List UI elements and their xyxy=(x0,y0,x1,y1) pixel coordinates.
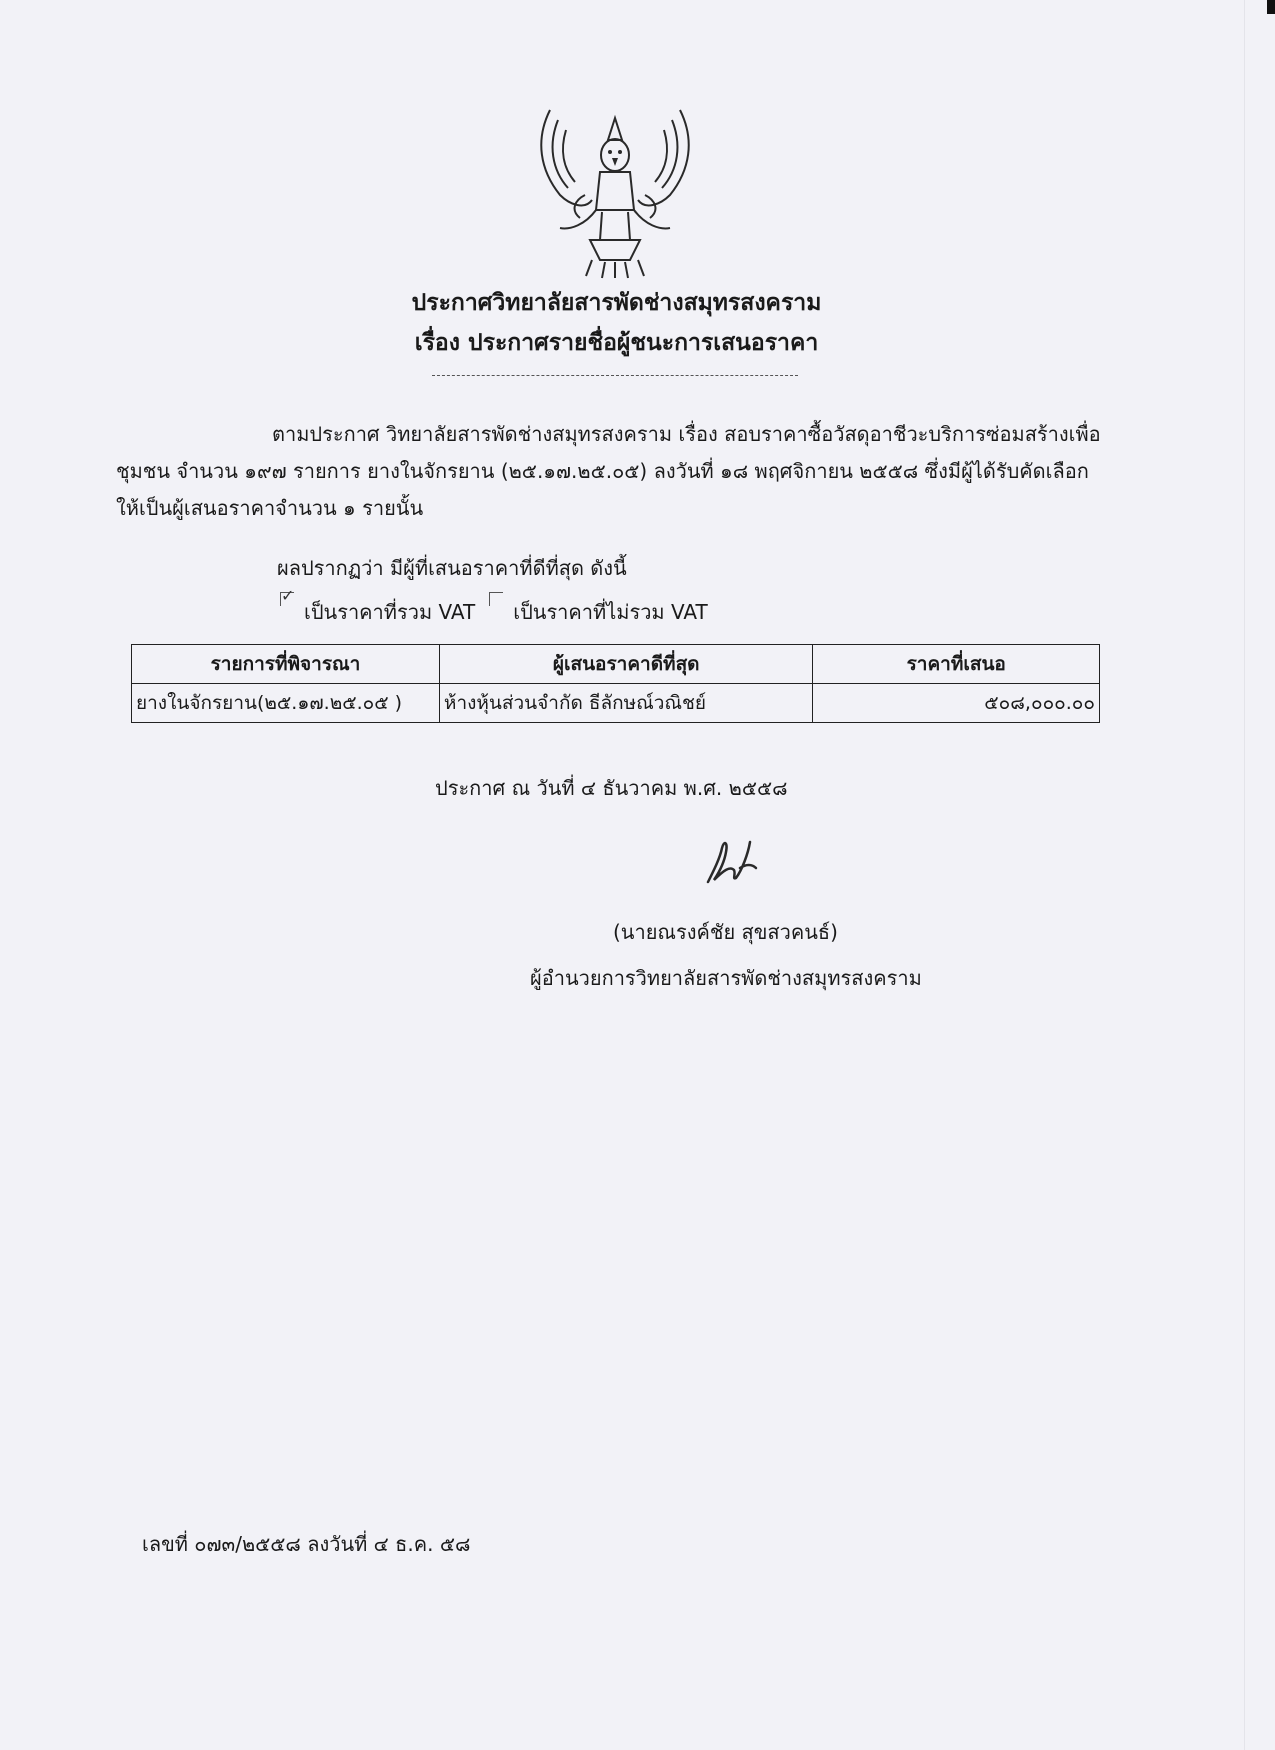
garuda-emblem-icon xyxy=(530,100,700,280)
cell-item: ยางในจักรยาน(๒๕.๑๗.๒๕.๐๕ ) xyxy=(132,684,440,723)
body-text-line-3: ให้เป็นผู้เสนอราคาจำนวน ๑ รายนั้น xyxy=(116,496,424,520)
body-text-line-2: ชุมชน จำนวน ๑๙๗ รายการ ยางในจักรยาน (๒๕.๑๗.๒๕.๐๕) ลงวันที่ ๑๘ พฤศจิกายน ๒๕๕๘ ซึ่งมีผู้ได้รับคัดเลือก xyxy=(116,459,1089,483)
table-header-row xyxy=(132,645,1100,684)
document-number: เลขที่ ๐๗๓/๒๕๕๘ ลงวันที่ ๔ ธ.ค. ๕๘ xyxy=(142,1532,471,1556)
signature-image xyxy=(700,830,770,890)
column-header-bidder: ผู้เสนอราคาดีที่สุด xyxy=(439,645,813,684)
vat-options xyxy=(280,586,722,628)
table-row xyxy=(132,684,1100,723)
vat-included-checkbox[interactable] xyxy=(280,586,295,606)
column-header-price: ราคาที่เสนอ xyxy=(813,645,1100,684)
column-header-item: รายการที่พิจารณา xyxy=(132,645,440,684)
signer-position: ผู้อำนวยการวิทยาลัยสารพัดช่างสมุทรสงคราม xyxy=(530,966,922,990)
result-statement: ผลปรากฏว่า มีผู้ที่เสนอราคาที่ดีที่สุด ดังนี้ xyxy=(277,556,627,580)
body-text-line-1: ตามประกาศ วิทยาลัยสารพัดช่างสมุทรสงคราม เรื่อง สอบราคาซื้อวัสดุอาชีวะบริการซ่อมสร้างเพื่อ xyxy=(272,422,1101,446)
vat-excluded-checkbox[interactable] xyxy=(489,592,503,606)
announcement-date: ประกาศ ณ วันที่ ๔ ธันวาคม พ.ศ. ๒๕๕๘ xyxy=(435,776,788,800)
cell-price: ๕๐๘,๐๐๐.๐๐ xyxy=(813,684,1100,723)
checkmark-icon: ✓ xyxy=(281,586,295,605)
vat-included-label: เป็นราคาที่รวม VAT xyxy=(304,600,476,624)
title-divider xyxy=(432,375,798,376)
scan-edge-mark xyxy=(1267,0,1275,14)
winning-bid-table xyxy=(131,644,1100,723)
signer-name: (นายณรงค์ชัย สุขสวคนธ์) xyxy=(613,920,838,944)
vat-excluded-label: เป็นราคาที่ไม่รวม VAT xyxy=(513,600,708,624)
announcement-subject: เรื่อง ประกาศรายชื่อผู้ชนะการเสนอราคา xyxy=(414,330,819,356)
scan-edge-line xyxy=(1244,0,1245,1750)
cell-bidder: ห้างหุ้นส่วนจำกัด ธีลักษณ์วณิชย์ xyxy=(439,684,813,723)
announcement-title: ประกาศวิทยาลัยสารพัดช่างสมุทรสงคราม xyxy=(411,290,822,316)
